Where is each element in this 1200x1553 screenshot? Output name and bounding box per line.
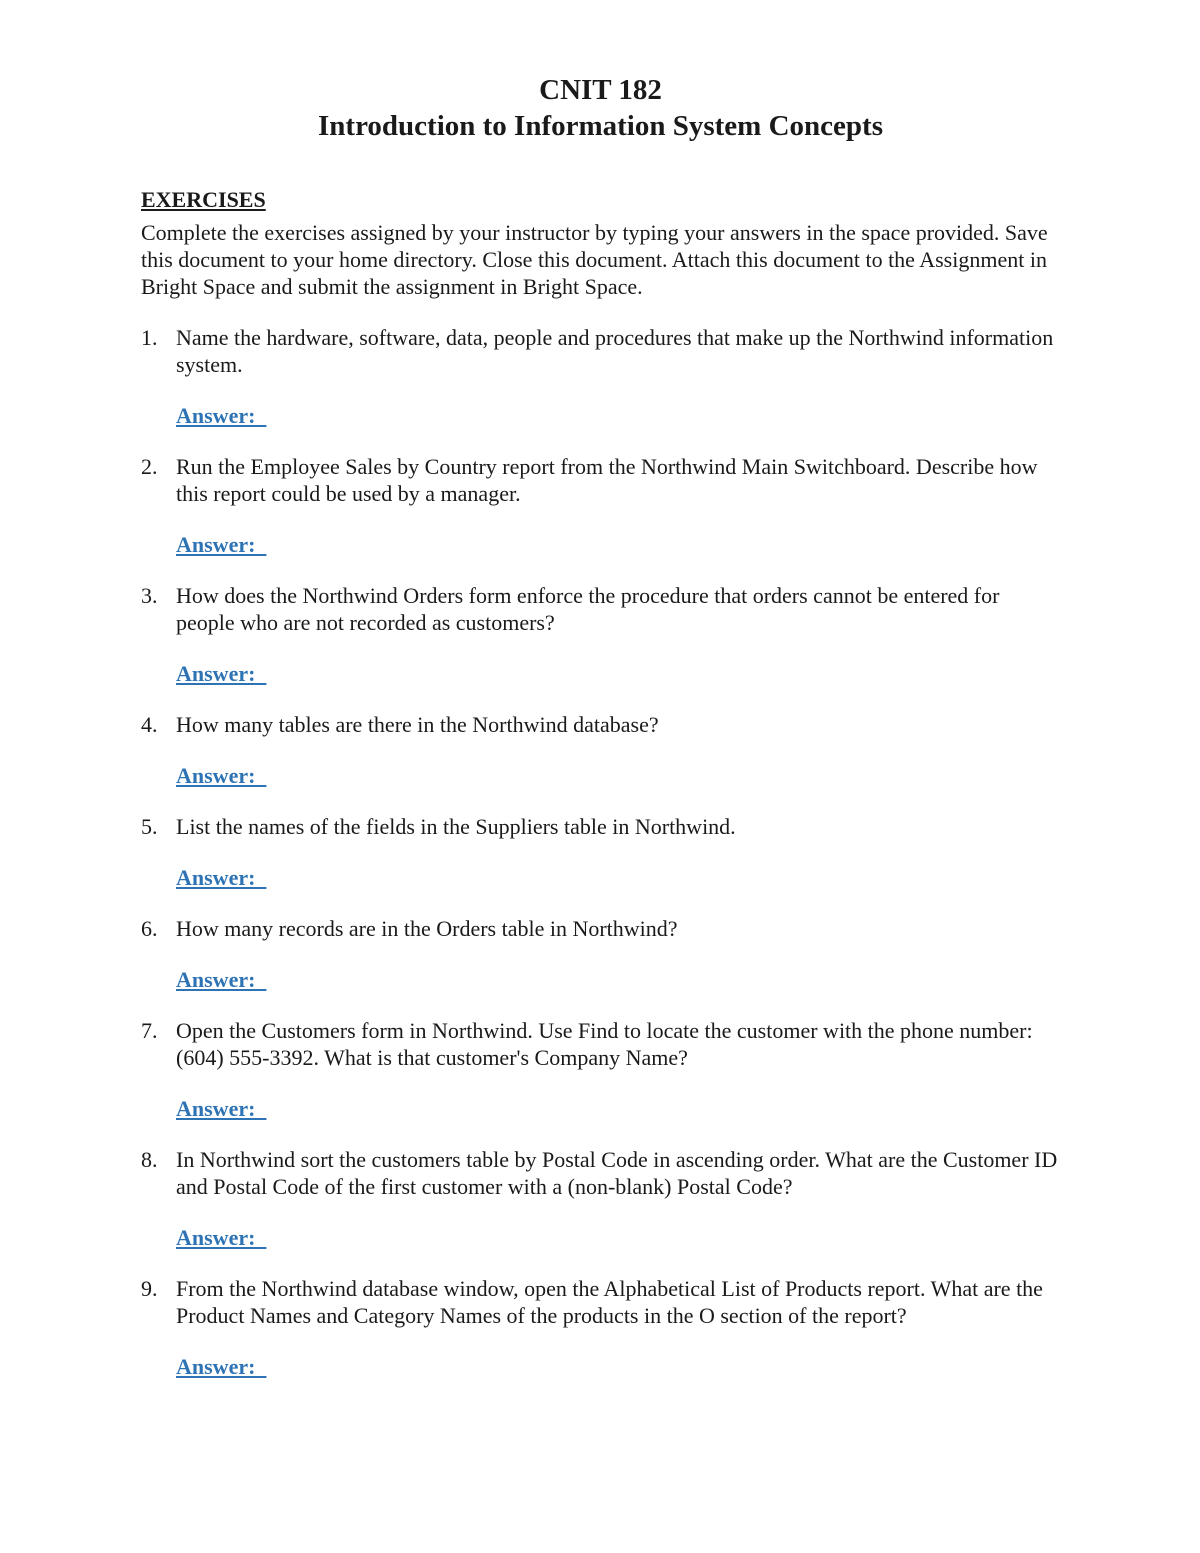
question-item [141, 813, 1060, 915]
answer-field[interactable]: Answer: [176, 403, 267, 428]
question-list [141, 324, 1060, 1404]
question-text: How many tables are there in the Northwind database? [176, 712, 659, 737]
question-number: 9. [141, 1276, 158, 1301]
title-block [141, 0, 1060, 144]
answer-field[interactable]: Answer: [176, 967, 267, 992]
question-number: 8. [141, 1147, 158, 1172]
question-text: How does the Northwind Orders form enforce the procedure that orders cannot be entered for people who are not recorded as customers? [176, 583, 1000, 635]
question-text: List the names of the fields in the Suppliers table in Northwind. [176, 814, 736, 839]
question-item [141, 915, 1060, 1017]
question-item [141, 453, 1060, 582]
question-text: In Northwind sort the customers table by Postal Code in ascending order. What are the Customer ID and Postal Code of the first customer with a (non-blank) Postal Code? [176, 1147, 1058, 1199]
answer-field[interactable]: Answer: [176, 865, 267, 890]
answer-field[interactable]: Answer: [176, 1225, 267, 1250]
answer-field[interactable]: Answer: [176, 763, 267, 788]
question-number: 3. [141, 583, 158, 608]
answer-field[interactable]: Answer: [176, 1354, 267, 1379]
question-number: 2. [141, 454, 158, 479]
question-number: 1. [141, 325, 158, 350]
question-text: Run the Employee Sales by Country report from the Northwind Main Switchboard. Describe how this report could be used by a manager. [176, 454, 1038, 506]
question-item [141, 324, 1060, 453]
course-code: CNIT 182 [539, 74, 662, 106]
answer-field[interactable]: Answer: [176, 532, 267, 557]
question-number: 6. [141, 916, 158, 941]
question-item [141, 1146, 1060, 1275]
intro-paragraph: Complete the exercises assigned by your instructor by typing your answers in the space provided. Save this document to your home directory. Close this document. Attach this document to the Assignment in Bright Space and submit the assignment in Bright Space. [141, 220, 1048, 299]
question-text: How many records are in the Orders table in Northwind? [176, 916, 678, 941]
section-heading: EXERCISES [141, 187, 266, 212]
question-item [141, 711, 1060, 813]
course-title: Introduction to Information System Concepts [318, 110, 883, 142]
question-text: Open the Customers form in Northwind. Use Find to locate the customer with the phone number: (604) 555-3392. What is that customer's Company Name? [176, 1018, 1033, 1070]
question-number: 5. [141, 814, 158, 839]
question-text: Name the hardware, software, data, people and procedures that make up the Northwind information system. [176, 325, 1054, 377]
question-item [141, 1017, 1060, 1146]
answer-field[interactable]: Answer: [176, 661, 267, 686]
question-item [141, 1275, 1060, 1404]
question-number: 4. [141, 712, 158, 737]
question-text: From the Northwind database window, open the Alphabetical List of Products report. What are the Product Names and Category Names of the products in the O section of the report? [176, 1276, 1043, 1328]
question-number: 7. [141, 1018, 158, 1043]
question-item [141, 582, 1060, 711]
answer-field[interactable]: Answer: [176, 1096, 267, 1121]
